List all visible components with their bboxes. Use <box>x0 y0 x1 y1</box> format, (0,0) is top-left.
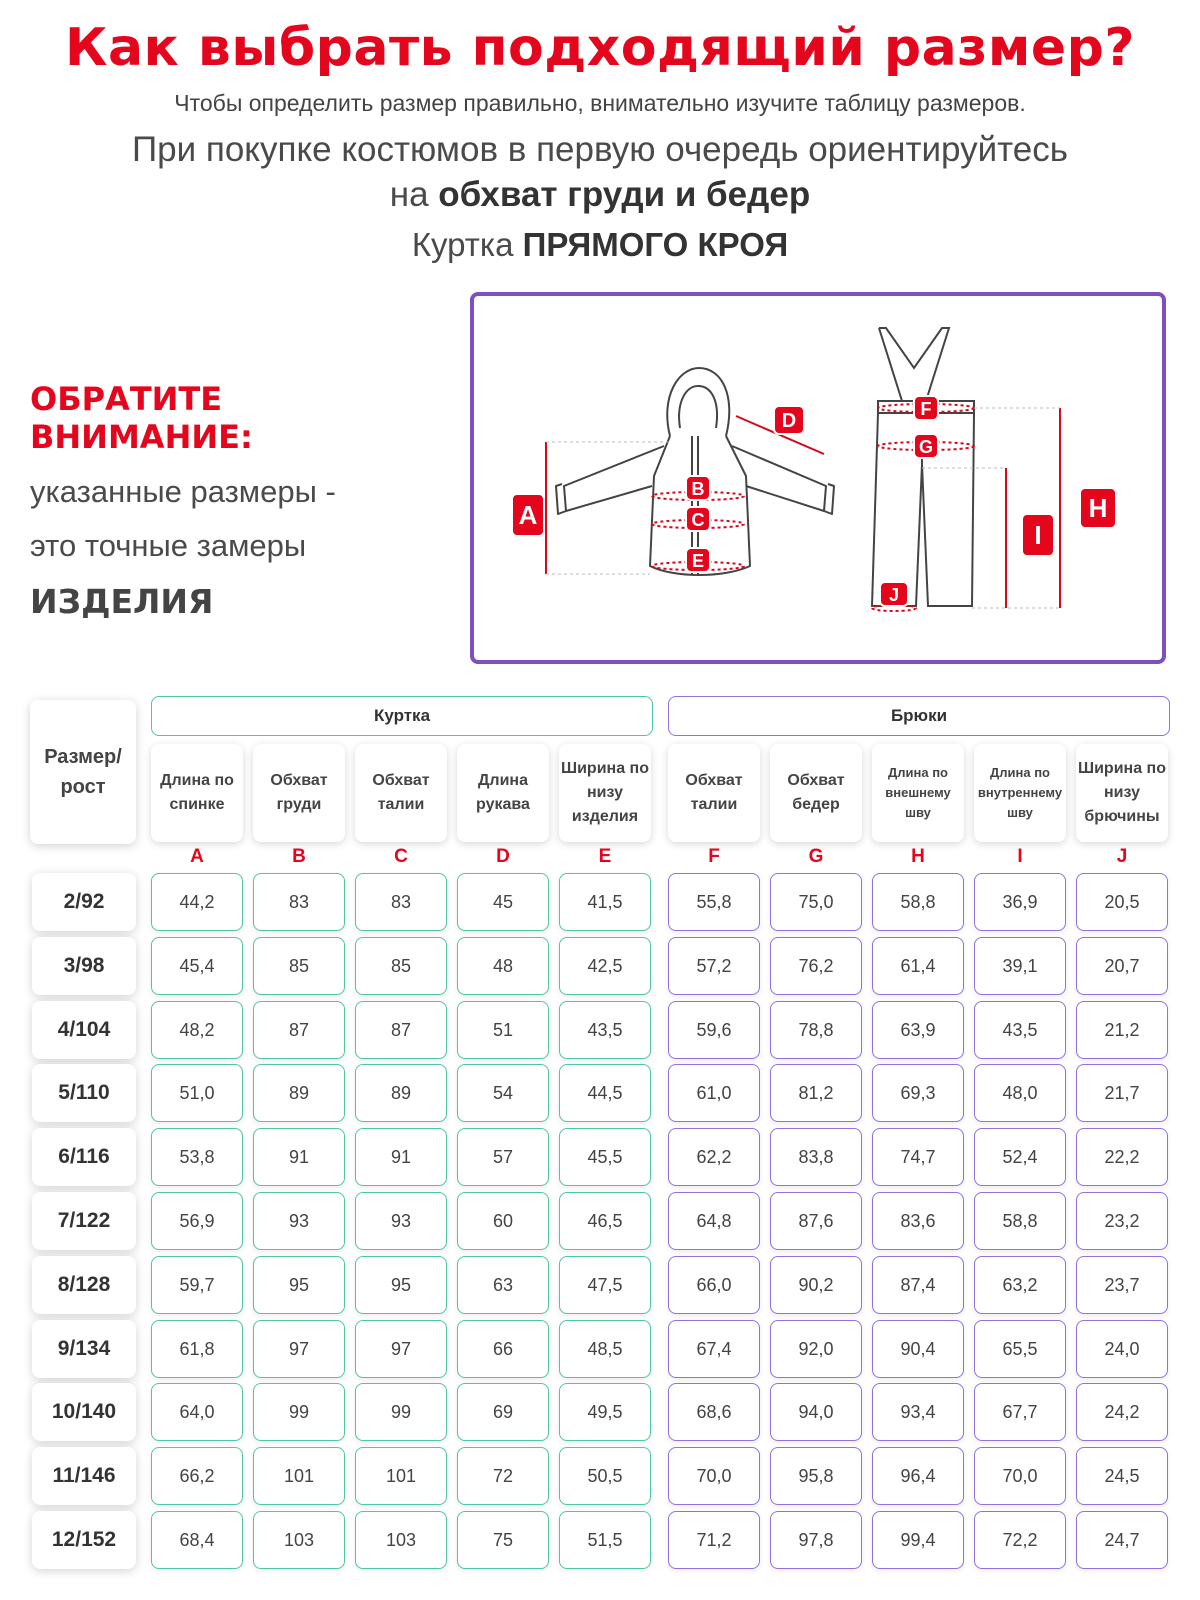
size-column-header: Размер/ рост <box>30 700 136 844</box>
table-cell: 56,9 <box>151 1192 243 1250</box>
size-label: 9/134 <box>32 1320 136 1378</box>
table-cell: 66 <box>457 1320 549 1378</box>
label-g: G <box>918 437 934 457</box>
table-cell: 67,4 <box>668 1320 760 1378</box>
attention-note <box>30 380 450 621</box>
table-cell: 89 <box>253 1064 345 1122</box>
table-cell: 68,6 <box>668 1383 760 1441</box>
instruction-line-chest-hips: на обхват груди и бедер <box>389 175 811 214</box>
table-cell: 60 <box>457 1192 549 1250</box>
table-cell: 87,4 <box>872 1256 964 1314</box>
table-cell: 91 <box>355 1128 447 1186</box>
table-cell: 72 <box>457 1447 549 1505</box>
table-cell: 87,6 <box>770 1192 862 1250</box>
size-label: 8/128 <box>32 1256 136 1314</box>
table-cell: 70,0 <box>668 1447 760 1505</box>
table-cell: 42,5 <box>559 937 651 995</box>
table-cell: 94,0 <box>770 1383 862 1441</box>
table-cell: 99 <box>253 1383 345 1441</box>
column-letter-f: F <box>708 846 720 867</box>
table-cell: 76,2 <box>770 937 862 995</box>
attention-line-1: указанные размеры - <box>30 474 336 509</box>
table-cell: 66,2 <box>151 1447 243 1505</box>
label-e: E <box>691 551 705 571</box>
table-cell: 63 <box>457 1256 549 1314</box>
table-cell: 21,2 <box>1076 1001 1168 1059</box>
table-cell: 69 <box>457 1383 549 1441</box>
label-b: B <box>691 479 705 499</box>
column-header-g: Обхват бедер <box>770 744 862 842</box>
label-d: D <box>781 410 797 432</box>
table-cell: 93,4 <box>872 1383 964 1441</box>
table-cell: 83 <box>355 873 447 931</box>
table-cell: 20,7 <box>1076 937 1168 995</box>
jacket-cut-line: Куртка ПРЯМОГО КРОЯ <box>411 226 789 263</box>
size-label: 10/140 <box>32 1383 136 1441</box>
table-cell: 59,7 <box>151 1256 243 1314</box>
table-cell: 23,2 <box>1076 1192 1168 1250</box>
table-cell: 49,5 <box>559 1383 651 1441</box>
label-c: C <box>691 510 705 530</box>
table-cell: 24,2 <box>1076 1383 1168 1441</box>
table-cell: 63,9 <box>872 1001 964 1059</box>
table-cell: 70,0 <box>974 1447 1066 1505</box>
table-cell: 72,2 <box>974 1511 1066 1569</box>
attention-line-2: это точные замеры <box>30 528 307 563</box>
table-cell: 66,0 <box>668 1256 760 1314</box>
table-cell: 68,4 <box>151 1511 243 1569</box>
table-cell: 57 <box>457 1128 549 1186</box>
table-cell: 90,4 <box>872 1320 964 1378</box>
label-h: H <box>1088 493 1108 523</box>
table-cell: 64,8 <box>668 1192 760 1250</box>
table-cell: 61,0 <box>668 1064 760 1122</box>
table-cell: 24,7 <box>1076 1511 1168 1569</box>
table-cell: 64,0 <box>151 1383 243 1441</box>
attention-strong: ИЗДЕЛИЯ <box>30 582 214 621</box>
column-letter-i: I <box>1017 846 1023 867</box>
label-j: J <box>888 585 900 605</box>
table-cell: 45,5 <box>559 1128 651 1186</box>
table-cell: 47,5 <box>559 1256 651 1314</box>
table-cell: 101 <box>253 1447 345 1505</box>
column-letter-a: A <box>190 846 204 867</box>
column-header-d: Длина рукава <box>457 744 549 842</box>
page-title: Как выбрать подходящий размер? <box>64 18 1136 78</box>
table-cell: 74,7 <box>872 1128 964 1186</box>
table-cell: 97 <box>355 1320 447 1378</box>
table-cell: 24,0 <box>1076 1320 1168 1378</box>
size-label: 12/152 <box>32 1511 136 1569</box>
table-cell: 20,5 <box>1076 873 1168 931</box>
column-header-a: Длина по спинке <box>151 744 243 842</box>
pants-outline <box>872 328 974 606</box>
table-cell: 53,8 <box>151 1128 243 1186</box>
column-letter-d: D <box>496 846 510 867</box>
table-cell: 97 <box>253 1320 345 1378</box>
table-cell: 95 <box>355 1256 447 1314</box>
page-subtitle: Чтобы определить размер правильно, внимательно изучите таблицу размеров. <box>174 90 1026 116</box>
table-cell: 45,4 <box>151 937 243 995</box>
table-cell: 21,7 <box>1076 1064 1168 1122</box>
table-cell: 41,5 <box>559 873 651 931</box>
table-cell: 83,6 <box>872 1192 964 1250</box>
guide-lines <box>546 408 1060 608</box>
column-letter-g: G <box>808 846 824 867</box>
table-cell: 103 <box>355 1511 447 1569</box>
table-cell: 83 <box>253 873 345 931</box>
table-cell: 93 <box>253 1192 345 1250</box>
table-cell: 61,4 <box>872 937 964 995</box>
table-cell: 75,0 <box>770 873 862 931</box>
size-label: 5/110 <box>32 1064 136 1122</box>
measurement-diagram <box>470 292 1166 664</box>
table-cell: 48,5 <box>559 1320 651 1378</box>
table-cell: 63,2 <box>974 1256 1066 1314</box>
table-cell: 103 <box>253 1511 345 1569</box>
table-cell: 58,8 <box>872 873 964 931</box>
table-cell: 97,8 <box>770 1511 862 1569</box>
table-cell: 24,5 <box>1076 1447 1168 1505</box>
table-cell: 54 <box>457 1064 549 1122</box>
table-cell: 57,2 <box>668 937 760 995</box>
table-cell: 101 <box>355 1447 447 1505</box>
table-cell: 75 <box>457 1511 549 1569</box>
column-letter-e: E <box>598 846 612 867</box>
table-cell: 48,0 <box>974 1064 1066 1122</box>
column-letter-j: J <box>1116 846 1128 867</box>
table-cell: 87 <box>355 1001 447 1059</box>
table-cell: 87 <box>253 1001 345 1059</box>
table-cell: 58,8 <box>974 1192 1066 1250</box>
column-header-c: Обхват талии <box>355 744 447 842</box>
table-cell: 48 <box>457 937 549 995</box>
size-label: 2/92 <box>32 873 136 931</box>
table-cell: 65,5 <box>974 1320 1066 1378</box>
column-letter-c: C <box>394 846 408 867</box>
measure-lines <box>546 404 1060 611</box>
table-cell: 44,2 <box>151 873 243 931</box>
size-label: 3/98 <box>32 937 136 995</box>
label-f: F <box>920 399 932 419</box>
column-header-e: Ширина по низу изделия <box>559 744 651 842</box>
attention-title: ОБРАТИТЕ ВНИМАНИЕ: <box>30 380 253 456</box>
label-a: A <box>518 500 538 530</box>
table-cell: 22,2 <box>1076 1128 1168 1186</box>
table-cell: 52,4 <box>974 1128 1066 1186</box>
column-header-i: Длина по внутреннему шву <box>974 744 1066 842</box>
column-header-j: Ширина по низу брючины <box>1076 744 1168 842</box>
table-cell: 85 <box>355 937 447 995</box>
table-cell: 91 <box>253 1128 345 1186</box>
table-cell: 51,5 <box>559 1511 651 1569</box>
table-cell: 71,2 <box>668 1511 760 1569</box>
table-cell: 48,2 <box>151 1001 243 1059</box>
column-header-f: Обхват талии <box>668 744 760 842</box>
jacket-group-header: Куртка <box>151 696 653 736</box>
jacket-outline <box>556 368 834 575</box>
table-cell: 95 <box>253 1256 345 1314</box>
table-cell: 23,7 <box>1076 1256 1168 1314</box>
table-cell: 99,4 <box>872 1511 964 1569</box>
table-cell: 51 <box>457 1001 549 1059</box>
table-cell: 44,5 <box>559 1064 651 1122</box>
table-cell: 46,5 <box>559 1192 651 1250</box>
table-cell: 55,8 <box>668 873 760 931</box>
table-cell: 43,5 <box>974 1001 1066 1059</box>
table-cell: 92,0 <box>770 1320 862 1378</box>
table-cell: 67,7 <box>974 1383 1066 1441</box>
table-cell: 85 <box>253 937 345 995</box>
table-cell: 99 <box>355 1383 447 1441</box>
table-cell: 81,2 <box>770 1064 862 1122</box>
table-cell: 43,5 <box>559 1001 651 1059</box>
size-label: 4/104 <box>32 1001 136 1059</box>
table-cell: 90,2 <box>770 1256 862 1314</box>
size-label: 11/146 <box>32 1447 136 1505</box>
table-cell: 69,3 <box>872 1064 964 1122</box>
column-letter-b: B <box>292 846 306 867</box>
table-cell: 61,8 <box>151 1320 243 1378</box>
table-cell: 96,4 <box>872 1447 964 1505</box>
table-cell: 89 <box>355 1064 447 1122</box>
instruction-line: При покупке костюмов в первую очередь ориентируйтесь <box>131 130 1069 169</box>
table-cell: 83,8 <box>770 1128 862 1186</box>
label-i: I <box>1034 520 1042 550</box>
jacket-cut-emphasis: ПРЯМОГО КРОЯ <box>522 226 789 263</box>
pants-group-header: Брюки <box>668 696 1170 736</box>
garment-illustration <box>474 296 1164 662</box>
table-cell: 36,9 <box>974 873 1066 931</box>
column-letter-h: H <box>911 846 925 867</box>
size-label: 6/116 <box>32 1128 136 1186</box>
chest-hips-emphasis: обхват груди и бедер <box>438 175 811 214</box>
column-header-b: Обхват груди <box>253 744 345 842</box>
table-cell: 51,0 <box>151 1064 243 1122</box>
table-cell: 62,2 <box>668 1128 760 1186</box>
table-cell: 78,8 <box>770 1001 862 1059</box>
size-label: 7/122 <box>32 1192 136 1250</box>
table-cell: 39,1 <box>974 937 1066 995</box>
table-cell: 50,5 <box>559 1447 651 1505</box>
table-cell: 59,6 <box>668 1001 760 1059</box>
column-header-h: Длина по внешнему шву <box>872 744 964 842</box>
table-cell: 45 <box>457 873 549 931</box>
table-cell: 95,8 <box>770 1447 862 1505</box>
table-cell: 93 <box>355 1192 447 1250</box>
